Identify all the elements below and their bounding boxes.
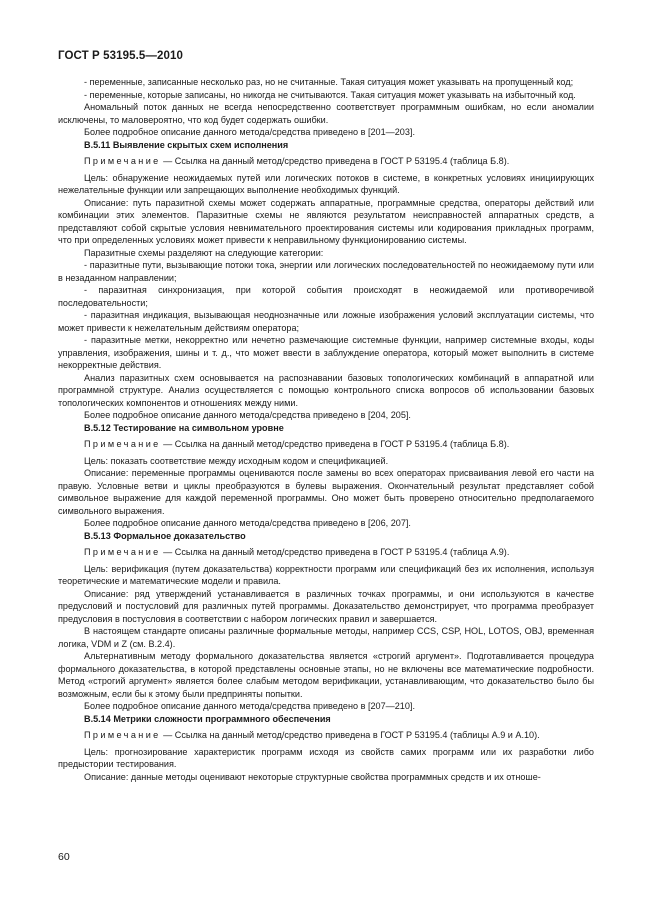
section-heading: В.5.12 Тестирование на символьном уровне — [84, 422, 284, 433]
section-heading: В.5.13 Формальное доказательство — [84, 530, 246, 541]
list-item: - паразитные пути, вызывающие потоки тока, энергии или логических последовательностей по неожидаемому пути или в незаданном направлении; — [58, 260, 594, 283]
note — [58, 729, 594, 742]
paragraph: Более подробное описание данного метода/средства приведено в [201—203]. — [84, 127, 415, 137]
note-text: — Ссылка на данный метод/средство приведена в ГОСТ Р 53195.4 (таблица Б.8). — [163, 156, 510, 166]
paragraph: Паразитные схемы разделяют на следующие категории: — [84, 247, 324, 258]
paragraph: Более подробное описание данного метода/средства приведено в [204, 205]. — [84, 410, 411, 420]
section-heading: В.5.14 Метрики сложности программного обеспечения — [84, 713, 331, 724]
paragraph: Аномальный поток данных не всегда непосредственно соответствует программным ошибкам, но если аномалии исключены, то маловероятно, что код будет содержать ошибки. — [58, 102, 594, 125]
paragraph: В настоящем стандарте описаны различные формальные методы, например CCS, CSP, HOL, LOTOS, OBJ, временная логика, VDM и Z (см. В.2.4). — [58, 626, 594, 649]
paragraph: Альтернативным методу формального доказательства является «строгий аргумент». Подготавливается процедура формального доказательства, в которой представлены основные этапы, но не включены все математические подробности. Метод «строгий аргумент» является более слабым методом верификации, устанавливающим, что доказательство было бы возможным, если бы к этому были предприняты попытки. — [58, 651, 594, 699]
note-text: — Ссылка на данный метод/средство приведена в ГОСТ Р 53195.4 (таблицы А.9 и А.10). — [163, 730, 540, 740]
note-label: Примечание — [84, 730, 161, 740]
list-item: - паразитная индикация, вызывающая неоднозначные или ложные изображения условий эксплуатации системы, что может привести к нежелательным действиям оператора; — [58, 310, 594, 333]
note — [58, 546, 594, 559]
note-label: Примечание — [84, 439, 161, 449]
document-body — [58, 76, 594, 783]
list-item: - переменные, записанные несколько раз, но не считанные. Такая ситуация может указывать на пропущенный код; — [84, 77, 574, 87]
section-heading: В.5.11 Выявление скрытых схем исполнения — [84, 139, 289, 150]
list-item: - паразитная синхронизация, при которой события происходят в неожидаемой или противоречивой последовательности; — [58, 285, 594, 308]
note — [58, 155, 594, 168]
paragraph: Описание: путь паразитной схемы может содержать аппаратные, программные средства, операторы действий или комбинации этих элементов. Паразитные схемы не являются результатом неисправностей аппаратных средств, а представляют собой скрытые условия невнимательного проектирования системы или кодирования прикладных программ, что при определенных условиях может привести к неправильному функционированию системы. — [58, 197, 594, 245]
note — [58, 438, 594, 451]
list-item: - переменные, которые записаны, но никогда не считываются. Такая ситуация может указывать на избыточный код. — [84, 89, 576, 100]
page-number: 60 — [58, 851, 70, 863]
paragraph: Цель: показать соответствие между исходным кодом и спецификацией. — [84, 455, 389, 466]
note-text: — Ссылка на данный метод/средство приведена в ГОСТ Р 53195.4 (таблица А.9). — [163, 547, 510, 557]
paragraph: Цель: обнаружение неожидаемых путей или логических потоков в системе, в конкретных условиях инициирующих нежелательные функции или запрещающих выполнение необходимых функций. — [58, 172, 594, 195]
paragraph: Описание: данные методы оценивают некоторые структурные свойства программных средств и их отноше- — [84, 771, 541, 782]
paragraph: Цель: верификация (путем доказательства) корректности программ или спецификаций без их исполнения, используя теоретические и математические модели и правила. — [58, 563, 594, 586]
paragraph: Более подробное описание данного метода/средства приведено в [207—210]. — [84, 701, 415, 711]
paragraph: Описание: ряд утверждений устанавливается в различных точках программы, и они используются в качестве предусловий и постусловий для различных путей программы. Доказательство демонстрирует, что программа преобразует предусловия в постусловия в соответствии с набором логических правил и завершается. — [58, 588, 594, 624]
list-item: - паразитные метки, некорректно или нечетно размечающие системные функции, например системные входы, коды управления, изображения, шины и т. д., что может ввести в заблуждение оператора, который может выполнить в системе некорректные действия. — [58, 335, 594, 370]
paragraph: Анализ паразитных схем основывается на распознавании базовых топологических комбинаций в аппаратной или программной структуре. Анализ осуществляется с помощью контрольного списка вопросов об использовании базовых топологических компонентов и отношениях между ними. — [58, 372, 594, 408]
paragraph: Описание: переменные программы оцениваются после замены во всех операторах присваивания левой его части на правую. Условные ветви и циклы преобразуются в булевы выражения. Окончательный результат представляет собой символьное выражение для каждой переменной программы. Оно может быть проверено относительно предполагаемого символьного выражения. — [58, 468, 594, 516]
paragraph: Цель: прогнозирование характеристик программ исходя из свойств самих программ или их разработки либо предыстории тестирования. — [58, 746, 594, 769]
standard-header: ГОСТ Р 53195.5—2010 — [58, 50, 183, 62]
note-label: Примечание — [84, 547, 161, 557]
note-text: — Ссылка на данный метод/средство приведена в ГОСТ Р 53195.4 (таблица Б.8). — [163, 439, 510, 449]
note-label: Примечание — [84, 156, 161, 166]
paragraph: Более подробное описание данного метода/средства приведено в [206, 207]. — [84, 518, 411, 528]
